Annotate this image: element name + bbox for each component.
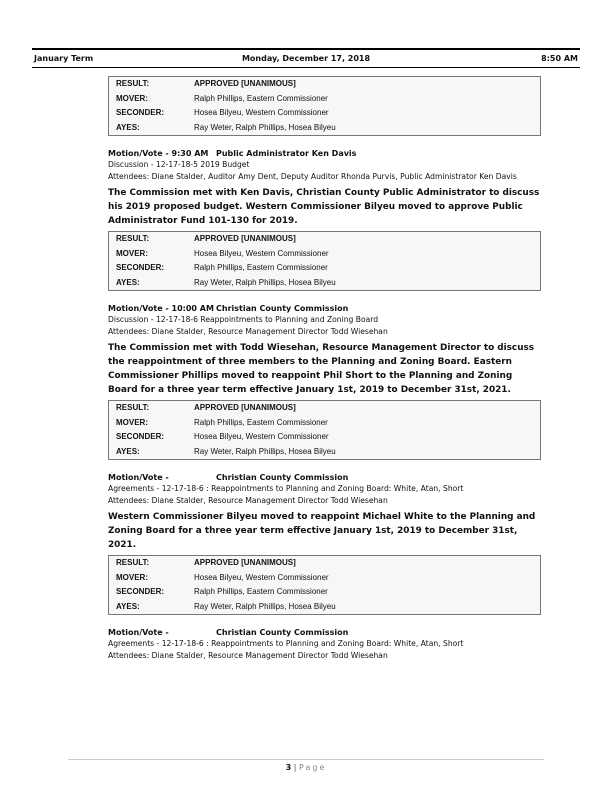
- vote-mover-row: [109, 92, 540, 107]
- vote-ayes-value: Ray Weter, Ralph Phillips, Hosea Bilyeu: [194, 446, 336, 456]
- discussion-line: Discussion - 12-17-18-5 2019 Budget: [108, 160, 250, 169]
- vote-seconder-value: Ralph Phillips, Eastern Commissioner: [194, 587, 328, 596]
- vote-ayes-value: Ray Weter, Ralph Phillips, Hosea Bilyeu: [194, 122, 336, 132]
- vote-mover-row: [109, 416, 540, 431]
- vote-mover-label: MOVER:: [116, 93, 148, 103]
- vote-result-label: RESULT:: [116, 403, 150, 412]
- vote-seconder-label: SECONDER:: [116, 263, 165, 272]
- motion-subject: Christian County Commission: [216, 304, 349, 313]
- motion-heading: [108, 472, 541, 483]
- vote-ayes-value: Ray Weter, Ralph Phillips, Hosea Bilyeu: [194, 277, 336, 287]
- header-top-rule: [32, 48, 580, 50]
- vote-seconder-value: Hosea Bilyeu, Western Commissioner: [194, 108, 329, 117]
- vote-mover-label: MOVER:: [116, 248, 148, 258]
- attendees-line: Attendees: Diane Stalder, Resource Management Director Todd Wiesehan: [108, 327, 388, 336]
- vote-seconder-row: [109, 585, 540, 600]
- vote-mover-value: Hosea Bilyeu, Western Commissioner: [194, 572, 329, 582]
- vote-mover-value: Ralph Phillips, Eastern Commissioner: [194, 417, 328, 427]
- vote-ayes-label: AYES:: [116, 277, 140, 287]
- page-header: [32, 48, 580, 70]
- motion-heading: [108, 627, 541, 638]
- footer-page-word: Page: [299, 763, 327, 772]
- motion-subject: Christian County Commission: [216, 473, 349, 482]
- footer-rule: [68, 759, 544, 760]
- vote-ayes-row: [109, 445, 540, 460]
- motion-heading: [108, 303, 541, 314]
- minutes-paragraph: Western Commissioner Bilyeu moved to reappoint Michael White to the Planning and Zoning Board for a three year term effective January 1st, 2019 to December 31st, 2021.: [108, 512, 536, 550]
- vote-ayes-label: AYES:: [116, 122, 140, 132]
- header-bottom-rule: [32, 67, 580, 68]
- motion-heading: [108, 148, 541, 159]
- vote-mover-value: Hosea Bilyeu, Western Commissioner: [194, 248, 329, 258]
- vote-seconder-row: [109, 106, 540, 121]
- motion-subject: Public Administrator Ken Davis: [216, 149, 357, 158]
- vote-result-row: [109, 401, 540, 416]
- vote-seconder-row: [109, 430, 540, 445]
- header-date: Monday, December 17, 2018: [241, 54, 371, 63]
- motion-time: Motion/Vote -: [108, 628, 169, 637]
- vote-seconder-label: SECONDER:: [116, 108, 165, 117]
- vote-result-label: RESULT:: [116, 234, 150, 243]
- vote-ayes-row: [109, 600, 540, 615]
- vote-seconder-label: SECONDER:: [116, 432, 165, 441]
- minutes-paragraph: The Commission met with Ken Davis, Christian County Public Administrator to discuss his 2019 proposed budget. Western Commissioner Bilyeu moved to approve Public Administrator Fund 101-130 for 2019.: [108, 188, 540, 226]
- footer-separator: |: [293, 763, 297, 772]
- vote-result-value: APPROVED [UNANIMOUS]: [194, 234, 296, 243]
- vote-result-value: APPROVED [UNANIMOUS]: [194, 558, 296, 567]
- vote-seconder-row: [109, 261, 540, 276]
- attendees-line: Attendees: Diane Stalder, Resource Management Director Todd Wiesehan: [108, 651, 388, 660]
- vote-seconder-value: Hosea Bilyeu, Western Commissioner: [194, 432, 329, 441]
- vote-result-value: APPROVED [UNANIMOUS]: [194, 79, 296, 88]
- page-number: 3: [285, 763, 292, 772]
- vote-result-row: [109, 77, 540, 92]
- motion-time: Motion/Vote - 9:30 AM: [108, 149, 209, 158]
- vote-mover-label: MOVER:: [116, 417, 148, 427]
- motion-time: Motion/Vote - 10:00 AM: [108, 304, 214, 313]
- vote-result-label: RESULT:: [116, 79, 150, 88]
- motion-subject: Christian County Commission: [216, 628, 349, 637]
- motion-time: Motion/Vote -: [108, 473, 169, 482]
- vote-ayes-value: Ray Weter, Ralph Phillips, Hosea Bilyeu: [194, 601, 336, 611]
- minutes-paragraph: The Commission met with Todd Wiesehan, Resource Management Director to discuss the reappointment of three members to the Planning and Zoning Board. Eastern Commissioner Phillips moved to reappoint Phil Short to the Planning and Zoning Board for a three year term effective January 1st, 2019 to December 31st, 2021.: [108, 343, 535, 395]
- vote-table: [108, 231, 541, 291]
- page-footer: [0, 763, 612, 772]
- vote-result-row: [109, 232, 540, 247]
- vote-mover-value: Ralph Phillips, Eastern Commissioner: [194, 93, 328, 103]
- vote-mover-label: MOVER:: [116, 572, 148, 582]
- attendees-line: Attendees: Diane Stalder, Auditor Amy Dent, Deputy Auditor Rhonda Purvis, Public Administrator Ken Davis: [108, 172, 517, 181]
- vote-table: [108, 555, 541, 615]
- minutes-content: [108, 76, 541, 662]
- vote-ayes-label: AYES:: [116, 446, 140, 456]
- header-time: 8:50 AM: [541, 54, 578, 63]
- agreements-line: Agreements - 12-17-18-6 : Reappointments to Planning and Zoning Board: White, Atan, Short: [108, 639, 464, 648]
- agreements-line: Agreements - 12-17-18-6 : Reappointments to Planning and Zoning Board: White, Atan, Short: [108, 484, 464, 493]
- discussion-line: Discussion - 12-17-18-6 Reappointments to Planning and Zoning Board: [108, 315, 379, 324]
- header-term: January Term: [34, 54, 94, 63]
- attendees-line: Attendees: Diane Stalder, Resource Management Director Todd Wiesehan: [108, 496, 388, 505]
- vote-result-value: APPROVED [UNANIMOUS]: [194, 403, 296, 412]
- vote-table: [108, 76, 541, 136]
- vote-result-label: RESULT:: [116, 558, 150, 567]
- vote-ayes-row: [109, 121, 540, 136]
- vote-seconder-value: Ralph Phillips, Eastern Commissioner: [194, 263, 328, 272]
- vote-table: [108, 400, 541, 460]
- vote-seconder-label: SECONDER:: [116, 587, 165, 596]
- vote-ayes-row: [109, 276, 540, 291]
- vote-mover-row: [109, 247, 540, 262]
- vote-result-row: [109, 556, 540, 571]
- vote-mover-row: [109, 571, 540, 586]
- vote-ayes-label: AYES:: [116, 601, 140, 611]
